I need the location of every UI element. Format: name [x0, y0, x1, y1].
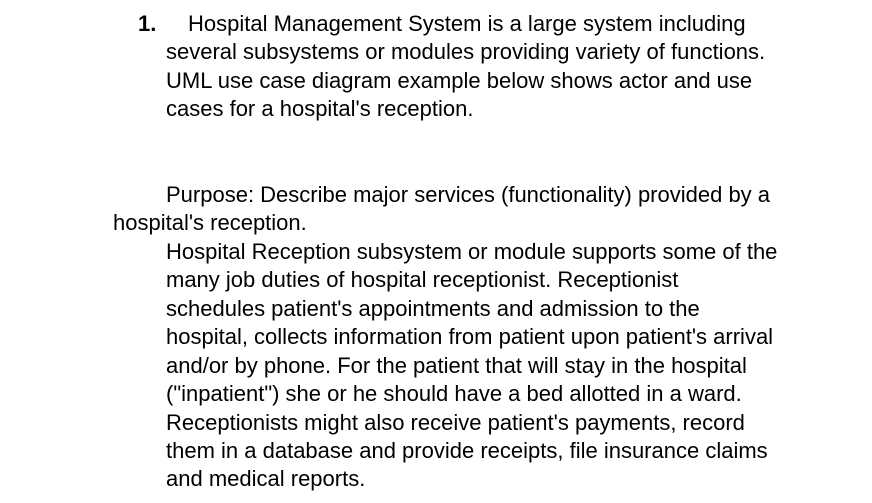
purpose-line: Purpose: Describe major services (functionality) provided by a — [166, 182, 771, 207]
intro-line: several subsystems or modules providing variety of functions. — [166, 39, 766, 64]
description-line: schedules patient's appointments and admission to the — [166, 296, 700, 321]
intro-line: UML use case diagram example below shows actor and use — [166, 68, 753, 93]
intro-line: Hospital Management System is a large system including — [188, 11, 746, 36]
description-line: Receptionists might also receive patient's payments, record — [166, 410, 745, 435]
description-line: Hospital Reception subsystem or module supports some of the — [166, 239, 778, 264]
description-line: ("inpatient") she or he should have a bed allotted in a ward. — [166, 381, 742, 406]
description-line: and medical reports. — [166, 466, 366, 491]
list-number: 1. — [138, 11, 157, 36]
purpose-line: hospital's reception. — [113, 210, 307, 235]
description-line: them in a database and provide receipts, file insurance claims — [166, 438, 768, 463]
description-line: and/or by phone. For the patient that will stay in the hospital — [166, 353, 747, 378]
intro-line: cases for a hospital's reception. — [166, 96, 474, 121]
description-line: many job duties of hospital receptionist. Receptionist — [166, 267, 679, 292]
description-line: hospital, collects information from patient upon patient's arrival — [166, 324, 774, 349]
